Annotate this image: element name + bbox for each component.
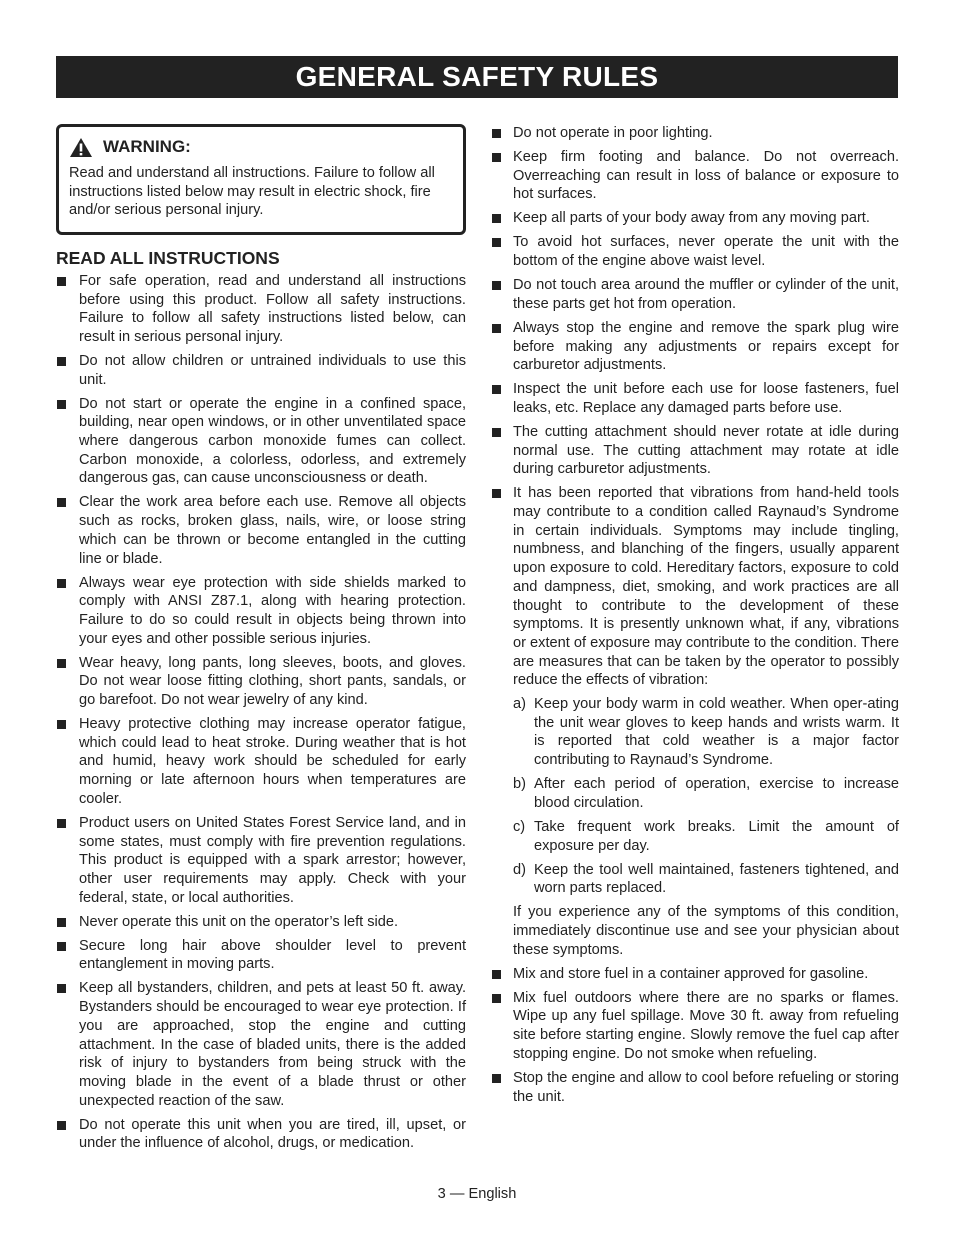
vibration-after-text: If you experience any of the symptoms of this condition, immediately discontinue use and see your physician about these symptoms. (513, 904, 899, 958)
list-item: Do not allow children or untrained individuals to use this unit. (56, 352, 466, 389)
list-item: Keep all bystanders, children, and pets at least 50 ft. away. Bystanders should be encouraged to wear eye protection. If you are approached, stop the engine and cutting attachment. In the case of bladed units, there is the added risk of injury to bystanders from being struck with the moving blade in the event of a blade thrust or other unexpected reaction of the saw. (56, 979, 466, 1110)
list-item: To avoid hot surfaces, never operate the unit with the bottom of the engine above waist level. (491, 233, 899, 270)
vibration-text: It has been reported that vibrations from hand-held tools may contribute to a condition called Raynaud’s Syndrome in certain individuals. Symptoms may include tingling, numbness, and blanching of the fingers, usually apparent upon exposure to cold. Hereditary factors, exposure to cold and dampness, diet, smoking, and work practices are all thought to contribute to the development of these symptoms. It is presently unknown what, if any, vibrations or extent of exposure may contribute to the condition. There are measures that can be taken by the operator to possibly reduce the effects of vibration: (513, 485, 899, 689)
section-title: READ ALL INSTRUCTIONS (56, 248, 280, 269)
list-item: Do not operate in poor lighting. (491, 124, 899, 143)
right-bullet-list (491, 124, 899, 1106)
warning-text: Read and understand all instructions. Failure to follow all instructions listed below may result in electric shock, fire and/or serious personal injury. (69, 165, 435, 219)
page-title-text: GENERAL SAFETY RULES (295, 61, 659, 92)
sub-item (513, 861, 899, 898)
sub-item-text: After each period of operation, exercise to increase blood circulation. (534, 776, 899, 811)
sub-item (513, 775, 899, 812)
list-item: Do not touch area around the muffler or cylinder of the unit, these parts get hot from operation. (491, 276, 899, 313)
right-column (491, 124, 899, 1112)
list-item: Mix fuel outdoors where there are no sparks or flames. Wipe up any fuel spillage. Move 30 ft. away from refueling site before starting engine. Slowly remove the fuel cap after stopping engine. Do not smoke when refueling. (491, 989, 899, 1064)
list-item: For safe operation, read and understand all instructions before using this product. Follow all safety instructions. Failure to follow all safety instructions listed below, can result in serious personal injury. (56, 272, 466, 347)
sub-item-letter: a) (513, 696, 526, 713)
vibration-sublist (513, 695, 899, 898)
list-item: Stop the engine and allow to cool before refueling or storing the unit. (491, 1069, 899, 1106)
list-item: Never operate this unit on the operator’s left side. (56, 913, 466, 932)
page-footer: 3 — English (437, 1186, 517, 1202)
sub-item-text: Keep the tool well maintained, fasteners tightened, and worn parts replaced. (534, 861, 899, 897)
list-item: Keep all parts of your body away from any moving part. (491, 209, 899, 228)
warning-header (69, 137, 453, 158)
list-item: Always stop the engine and remove the spark plug wire before making any adjustments or repairs except for carburetor adjustments. (491, 319, 899, 375)
sub-item-text: Take frequent work breaks. Limit the amount of exposure per day. (534, 818, 899, 854)
list-item: The cutting attachment should never rotate at idle during normal use. The cutting attachment may rotate at idle during carburetor adjustments. (491, 423, 899, 479)
list-item: Do not operate this unit when you are tired, ill, upset, or under the influence of alcohol, drugs, or medication. (56, 1116, 466, 1153)
sub-item-text: Keep your body warm in cold weather. When oper-ating the unit wear gloves to keep hands and wrists warm. It is reported that cold weather is a major factor contributing to Raynaud’s Syndrome. (534, 696, 899, 769)
list-item: Clear the work area before each use. Remove all objects such as rocks, broken glass, nails, wire, or loose string which can be thrown or become entangled in the cutting line or blade. (56, 493, 466, 568)
warning-box (56, 124, 466, 235)
list-item: Mix and store fuel in a container approved for gasoline. (491, 965, 899, 984)
warning-label: WARNING: (103, 137, 191, 157)
page-title (56, 56, 898, 98)
list-item: Always wear eye protection with side shields marked to comply with ANSI Z87.1, along with hearing protection. Failure to do so could result in objects being thrown into your eyes and other possible serious injuries. (56, 574, 466, 649)
list-item: Heavy protective clothing may increase operator fatigue, which could lead to heat stroke. During weather that is hot and humid, heavy work should be scheduled for early morning or late afternoon hours when temperatures are cooler. (56, 715, 466, 809)
vibration-item (491, 484, 899, 959)
list-item: Product users on United States Forest Service land, and in some states, must comply with fire prevention regulations. This product is equipped with a spark arrestor; however, other user requirements may apply. Check with your federal, state, or local authorities. (56, 814, 466, 908)
sub-item-letter: b) (513, 776, 526, 793)
sub-item-letter: c) (513, 818, 526, 835)
sub-item (513, 818, 899, 855)
list-item: Wear heavy, long pants, long sleeves, boots, and gloves. Do not wear loose fitting clothing, short pants, sandals, or go barefoot. Do not wear jewelry of any kind. (56, 654, 466, 710)
list-item: Inspect the unit before each use for loose fasteners, fuel leaks, etc. Replace any damaged parts before use. (491, 380, 899, 417)
list-item: Keep firm footing and balance. Do not overreach. Overreaching can result in loss of balance or exposure to hot surfaces. (491, 148, 899, 204)
left-bullet-list (56, 272, 466, 1153)
sub-item (513, 695, 899, 770)
sub-item-letter: d) (513, 861, 526, 878)
warning-triangle-icon (69, 137, 93, 158)
list-item: Do not start or operate the engine in a confined space, building, near open windows, or in other unventilated space where dangerous carbon monoxide fumes can collect. Carbon monoxide, a colorless, odorless, and extremely dangerous gas, can cause unconsciousness or death. (56, 395, 466, 489)
left-column (56, 124, 466, 1158)
list-item: Secure long hair above shoulder level to prevent entanglement in moving parts. (56, 937, 466, 974)
